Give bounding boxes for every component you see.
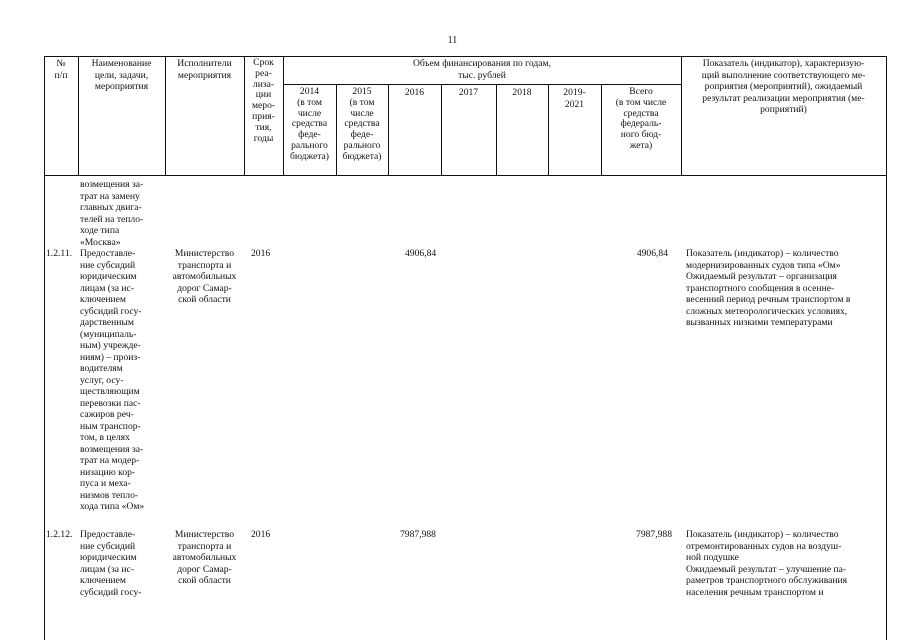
header-bottom-rule bbox=[44, 175, 886, 176]
header-year-2017: 2017 bbox=[458, 87, 479, 98]
row-2016: 4906,84 bbox=[405, 248, 437, 259]
header-year-2019-2021: 2019- 2021 bbox=[563, 87, 586, 110]
row-num: 1.2.11. bbox=[46, 248, 73, 259]
row-num: 1.2.12. bbox=[46, 529, 73, 540]
row-total: 4906,84 bbox=[636, 248, 668, 259]
header-num: № п/п bbox=[54, 58, 68, 81]
funding-subheader-rule bbox=[283, 84, 681, 85]
row-name: возмещения за- трат на замену главных двига- телей на тепло- ходе типа «Москва» bbox=[80, 179, 144, 248]
col-border-0 bbox=[44, 56, 45, 640]
col-border-12 bbox=[886, 56, 887, 640]
header-year-2018: 2018 bbox=[512, 87, 532, 98]
header-year-2014: 2014 (в том числе средства феде- рального бюджета) bbox=[290, 86, 329, 162]
row-name: Предоставле- ние субсидий юридическим лицам (за ис- ключением субсидий госу- дарственным (муниципаль- ным) учрежде- ниям) – произ- водителям услуг, осу- ществляющим перевозки пас- сажиров реч- ным транспор- том, в целях возмещения за- трат на модер- низацию кор- пуса и меха- низмов тепло- хода типа «Ом» bbox=[80, 248, 145, 512]
row-2016: 7987,988 bbox=[400, 529, 436, 540]
row-name: Предоставле- ние субсидий юридическим лицам (за ис- ключением субсидий госу- bbox=[80, 529, 142, 598]
row-executor: Министерство транспорта и автомобильных дорог Самар- ской области bbox=[172, 529, 237, 586]
page-number: 11 bbox=[447, 35, 458, 46]
row-indicator: Показатель (индикатор) – количество модернизированных судов типа «Ом» Ожидаемый результат – организация транспортного сообщения в осенне- весенний период речным транспортом в сложных метеорологических условиях, вызванных низкими температурами bbox=[686, 248, 851, 328]
header-indicator: Показатель (индикатор), характеризую- щий выполнение соответствующего ме- роприятия (мероприятий), ожидаемый результат реализации мероприятия (ме- роприятий) bbox=[701, 58, 866, 115]
row-total: 7987,988 bbox=[636, 529, 672, 540]
header-year-2016: 2016 bbox=[404, 87, 425, 98]
header-name: Наименование цели, задачи, мероприятия bbox=[91, 58, 152, 92]
header-year-2015: 2015 (в том числе средства феде- рального бюджета) bbox=[342, 86, 382, 162]
header-executors: Исполнители мероприятия bbox=[177, 58, 232, 81]
row-executor: Министерство транспорта и автомобильных дорог Самар- ской области bbox=[172, 248, 237, 305]
header-funding-title: Объем финансирования по годам, тыс. рублей bbox=[412, 58, 552, 81]
header-term: Срок реа- лиза- ции меро- прия- тия, годы bbox=[251, 57, 276, 144]
table-top-border bbox=[44, 56, 886, 57]
row-term: 2016 bbox=[251, 248, 271, 259]
header-total: Всего (в том числе средства федераль- ного бюд- жета) bbox=[615, 86, 667, 152]
row-term: 2016 bbox=[251, 529, 271, 540]
row-indicator: Показатель (индикатор) – количество отремонтированных судов на воздуш- ной подушке Ожидаемый результат – улучшение па- раметров транспортного обслуживания населения речным транспортом и bbox=[686, 529, 848, 598]
